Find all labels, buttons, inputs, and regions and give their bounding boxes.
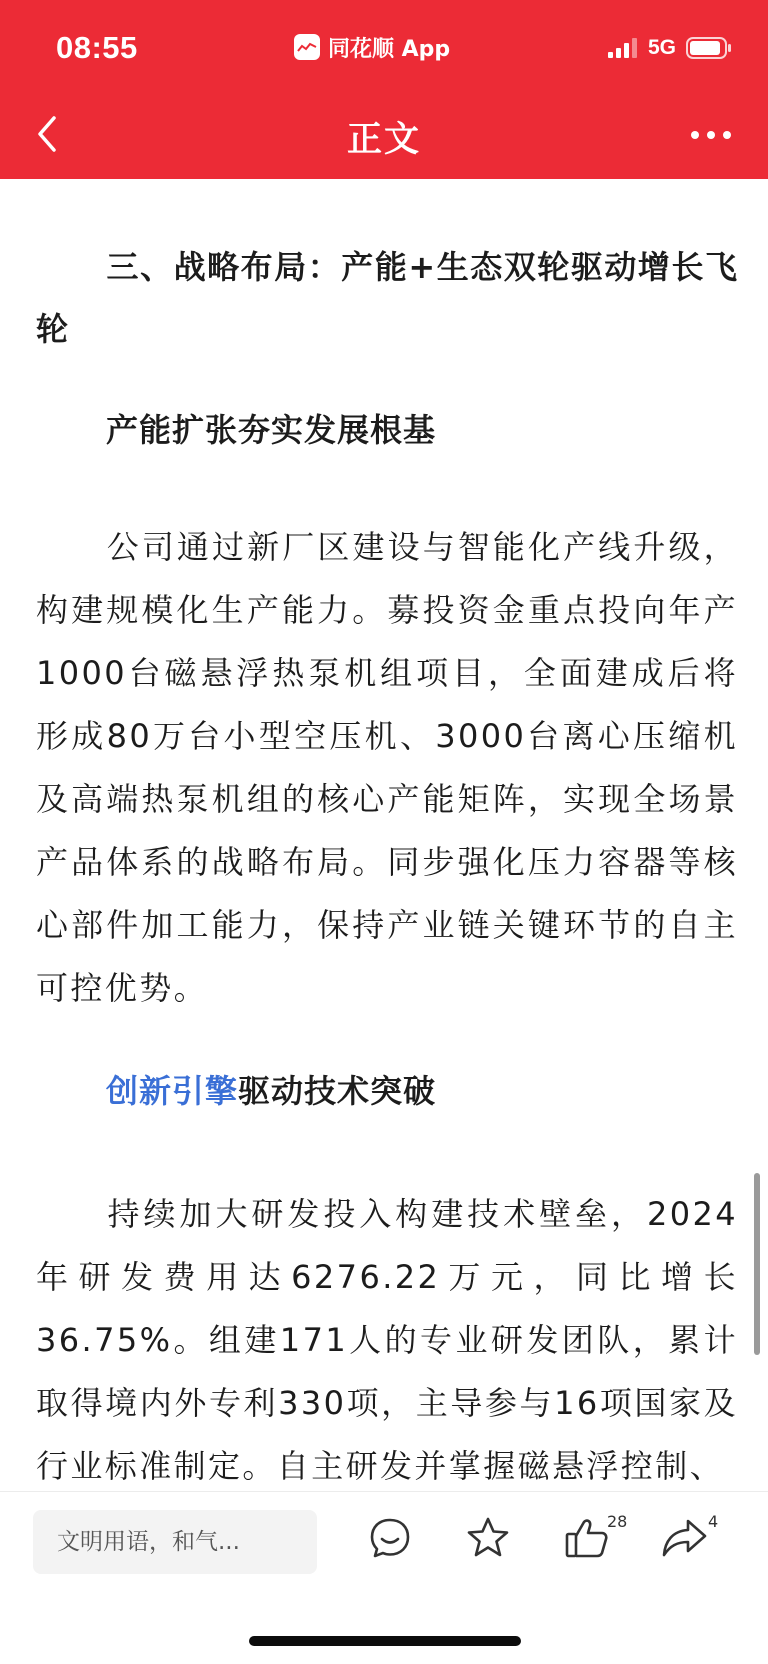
status-time: 08:55 — [56, 30, 138, 65]
share-count: 4 — [708, 1512, 719, 1531]
battery-icon — [686, 37, 732, 59]
subheading-capacity-text: 产能扩张夯实发展根基 — [106, 411, 437, 449]
more-icon — [688, 124, 734, 146]
comment-input[interactable] — [33, 1510, 317, 1574]
thumbs-up-icon — [564, 1516, 610, 1560]
status-indicators — [608, 36, 732, 60]
section-heading-text: 三、战略布局：产能+生态双轮驱动增长飞轮 — [36, 248, 738, 348]
paragraph-capacity-text: 公司通过新厂区建设与智能化产线升级，构建规模化生产能力。募投资金重点投向年产1000台磁悬浮热泵机组项目，全面建成后将形成80万台小型空压机、3000台离心压缩机及高端热泵机组的核心产能矩阵，实现全场景产品体系的战略布局。同步强化压力容器等核心部件加工能力，保持产业链关键环节的自主可控优势。 — [36, 528, 738, 1007]
comment-button[interactable] — [368, 1516, 412, 1564]
paragraph-rnd — [36, 1183, 738, 1491]
favorite-button[interactable] — [466, 1516, 510, 1564]
paragraph-rnd-text: 持续加大研发投入构建技术壁垒，2024年研发费用达6276.22万元，同比增长36.75%。组建171人的专业研发团队，累计取得境内外专利330项，主导参与16项国家及行业标准制定。自主研发并掌握磁悬浮控制、 — [36, 1195, 738, 1485]
subheading-capacity — [36, 399, 738, 461]
subheading-innovation — [36, 1060, 738, 1122]
like-count: 28 — [607, 1512, 628, 1531]
comment-icon — [368, 1516, 412, 1560]
scrollbar[interactable] — [754, 1173, 760, 1355]
more-button[interactable] — [688, 124, 734, 146]
app-logo-icon — [294, 34, 320, 60]
page-title: 正文 — [346, 120, 421, 160]
home-indicator[interactable] — [249, 1636, 521, 1646]
innovation-engine-link[interactable]: 创新引擎 — [106, 1072, 239, 1110]
signal-icon — [608, 38, 638, 58]
status-app-indicator[interactable] — [294, 32, 450, 62]
network-label: 5G — [647, 36, 676, 59]
like-button[interactable] — [564, 1516, 610, 1564]
bottom-action-bar — [0, 1491, 768, 1664]
subheading-innovation-text: 驱动技术突破 — [238, 1072, 437, 1110]
share-icon — [660, 1516, 708, 1560]
status-app-name: 同花顺 App — [328, 36, 451, 62]
article-body[interactable] — [0, 179, 768, 1491]
share-button[interactable] — [660, 1516, 708, 1564]
star-icon — [466, 1516, 510, 1560]
paragraph-capacity — [36, 516, 738, 1020]
section-heading — [36, 236, 738, 360]
app-header — [0, 0, 768, 179]
